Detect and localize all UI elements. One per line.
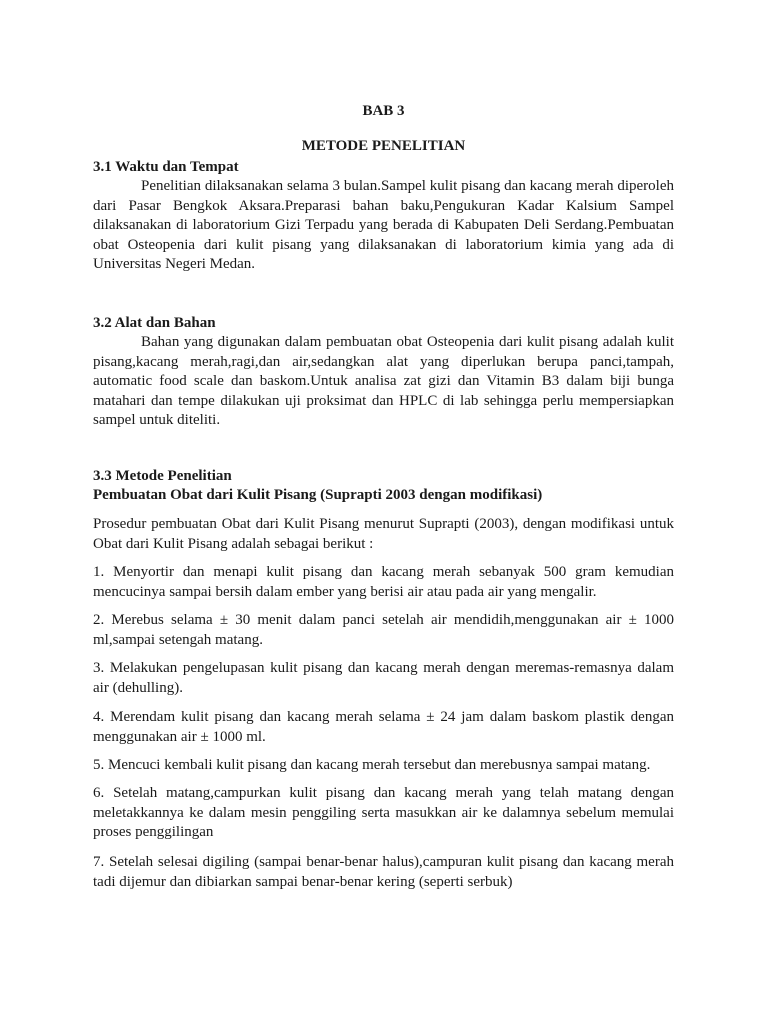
chapter-number: BAB 3 <box>362 103 405 119</box>
section-subheading: Pembuatan Obat dari Kulit Pisang (Suprapti 2003 dengan modifikasi) <box>93 487 543 503</box>
procedure-step: 5. Mencuci kembali kulit pisang dan kacang merah tersebut dan merebusnya sampai matang. <box>93 757 651 773</box>
procedure-step: 4. Merendam kulit pisang dan kacang merah selama ± 24 jam dalam baskom plastik dengan menggunakan air ± 1000 ml. <box>93 709 674 745</box>
section-paragraph: Bahan yang digunakan dalam pembuatan obat Osteopenia dari kulit pisang adalah kulit pisang,kacang merah,ragi,dan air,sedangkan alat yang diperlukan berupa panci,tampah, automatic food scale dan baskom.Untuk analisa zat gizi dan Vitamin B3 dalam biji bunga matahari dan tempe dilakukan uji proksimat dan HPLC di lab sehingga perlu mempersiapkan sampel untuk diteliti. <box>93 334 674 428</box>
procedure-step: 6. Setelah matang,campurkan kulit pisang dan kacang merah yang telah matang dengan meletakkannya ke dalam mesin penggiling serta masukkan air ke dalamnya sebelum memulai proses penggilingan <box>93 785 674 840</box>
procedure-step: 3. Melakukan pengelupasan kulit pisang dan kacang merah dengan meremas-remasnya dalam air (dehulling). <box>93 660 674 696</box>
procedure-intro: Prosedur pembuatan Obat dari Kulit Pisang menurut Suprapti (2003), dengan modifikasi untuk Obat dari Kulit Pisang adalah sebagai berikut : <box>93 516 674 552</box>
section-heading: 3.2 Alat dan Bahan <box>93 315 216 331</box>
section-heading: 3.3 Metode Penelitian <box>93 468 232 484</box>
section-heading: 3.1 Waktu dan Tempat <box>93 159 239 175</box>
procedure-step: 2. Merebus selama ± 30 menit dalam panci setelah air mendidih,menggunakan air ± 1000 ml,sampai setengah matang. <box>93 612 674 648</box>
chapter-title: METODE PENELITIAN <box>301 138 466 154</box>
procedure-step: 7. Setelah selesai digiling (sampai benar-benar halus),campuran kulit pisang dan kacang merah tadi dijemur dan dibiarkan sampai benar-benar kering (seperti serbuk) <box>93 854 674 890</box>
section-alat-bahan <box>93 314 674 431</box>
section-waktu-tempat <box>93 158 674 275</box>
section-paragraph: Penelitian dilaksanakan selama 3 bulan.Sampel kulit pisang dan kacang merah diperoleh dari Pasar Bengkok Aksara.Preparasi bahan baku,Pengukuran Kadar Kalsium Sampel dilaksanakan di laboratorium Gizi Terpadu yang berada di Kabupaten Deli Serdang.Pembuatan obat Osteopenia dari kulit pisang yang dilaksanakan di laboratorium kimia yang ada di Universitas Negeri Medan. <box>93 178 674 272</box>
procedure-step: 1. Menyortir dan menapi kulit pisang dan kacang merah sebanyak 500 gram kemudian mencucinya sampai bersih dalam ember yang berisi air atau pada air yang mengalir. <box>93 564 674 600</box>
section-metode <box>93 467 674 505</box>
